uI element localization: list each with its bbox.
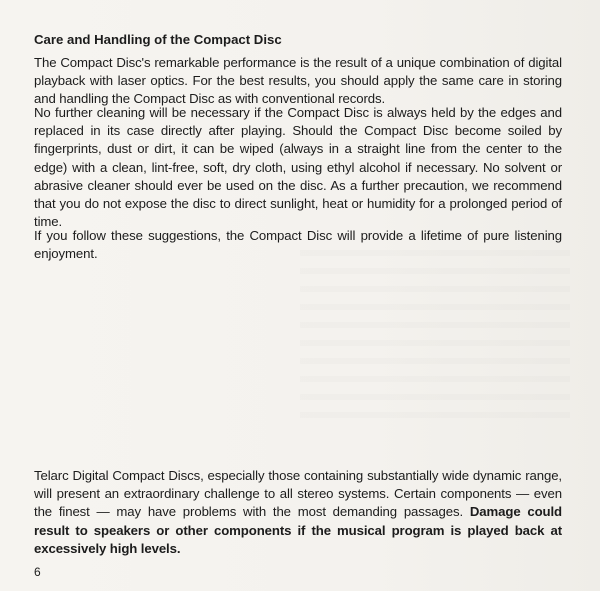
section-heading: Care and Handling of the Compact Disc (34, 32, 282, 47)
page-number: 6 (34, 565, 41, 579)
warning-text: Telarc Digital Compact Discs, especially those containing substantially wide dynamic range, will present an extraordinary challenge to all stereo systems. Certain components — even the finest — may have problems with the most demanding passages. (34, 468, 562, 520)
warning-bold-text: Damage could result to speakers or other components if the musical program is played back at excessively high levels. (34, 504, 563, 556)
paragraph-suggestions: If you follow these suggestions, the Compact Disc will provide a lifetime of pure listening enjoyment. (34, 228, 562, 262)
paragraph-performance: The Compact Disc's remarkable performance is the result of a unique combination of digital playback with laser optics. For the best results, you should apply the same care in storing and handling the Compact Disc as with conventional records. (34, 55, 562, 107)
paragraph-cleaning: No further cleaning will be necessary if the Compact Disc is always held by the edges and replaced in its case directly after playing. Should the Compact Disc become soiled by fingerprints, dust or dirt, it can be wiped (always in a straight line from the center to the edge) with a clean, lint-free, soft, dry cloth, using ethyl alcohol if necessary. No solvent or abrasive cleaner should ever be used on the disc. As a further precaution, we recommend that you do not expose the disc to direct sunlight, heat or humidity for a prolonged period of time. (34, 105, 562, 230)
paragraph-warning (34, 467, 562, 558)
